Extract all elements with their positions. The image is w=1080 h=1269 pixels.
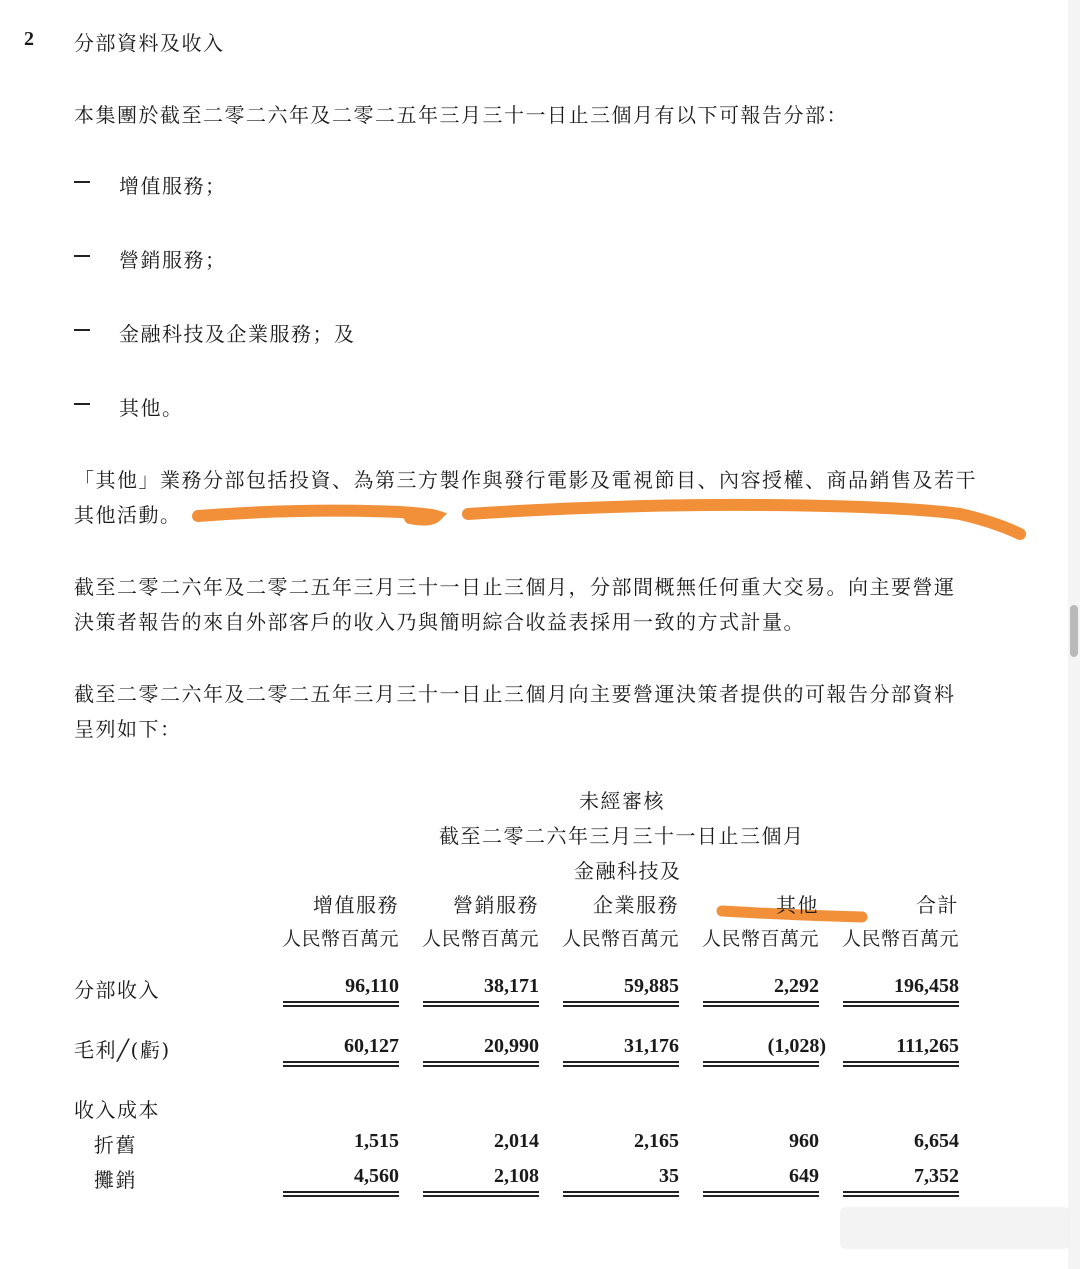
list-item: 金融科技及企業服務；及 <box>119 322 356 346</box>
unit-label: 人民幣百萬元 <box>281 928 399 950</box>
scrollbar-thumb[interactable] <box>1070 605 1078 657</box>
cell-value: 1,515 <box>354 1130 399 1152</box>
cell-value: 96,110 <box>345 975 399 997</box>
double-underline <box>703 1001 819 1007</box>
cell-value: 2,014 <box>494 1130 539 1152</box>
row-label: 攤銷 <box>94 1168 137 1192</box>
cell-value: 2,165 <box>634 1130 679 1152</box>
cell-value: 59,885 <box>624 975 679 997</box>
double-underline <box>423 1191 539 1197</box>
row-label: 收入成本 <box>74 1098 160 1122</box>
intro-paragraph: 本集團於截至二零二六年及二零二五年三月三十一日止三個月有以下可報告分部： <box>74 103 848 127</box>
column-header: 企業服務 <box>593 893 679 917</box>
cell-value: 60,127 <box>344 1035 399 1057</box>
cell-value: 2,108 <box>494 1165 539 1187</box>
cell-value: (1,028) <box>767 1035 826 1057</box>
double-underline <box>283 1061 399 1067</box>
paragraph-3-line1: 截至二零二六年及二零二五年三月三十一日止三個月向主要營運決策者提供的可報告分部資料 <box>74 682 956 706</box>
cell-value: 38,171 <box>484 975 539 997</box>
column-header: 營銷服務 <box>453 893 539 917</box>
bullet-dash <box>74 329 90 331</box>
unit-label: 人民幣百萬元 <box>421 928 539 950</box>
double-underline <box>283 1001 399 1007</box>
unit-label: 人民幣百萬元 <box>701 928 819 950</box>
paragraph-2-line2: 決策者報告的來自外部客戶的收入乃與簡明綜合收益表採用一致的方式計量。 <box>74 610 805 634</box>
others-note-line2: 其他活動。 <box>74 503 182 527</box>
paragraph-3-line2: 呈列如下： <box>74 717 182 741</box>
row-label: 毛利╱(虧) <box>74 1038 171 1062</box>
double-underline <box>423 1061 539 1067</box>
list-item: 其他。 <box>119 396 184 420</box>
column-header: 其他 <box>776 893 819 917</box>
row-label: 分部收入 <box>74 978 160 1002</box>
double-underline <box>563 1001 679 1007</box>
list-item: 增值服務； <box>119 174 227 198</box>
double-underline <box>423 1001 539 1007</box>
section-number: 2 <box>24 28 34 50</box>
section-title: 分部資料及收入 <box>74 31 225 55</box>
bullet-dash <box>74 255 90 257</box>
cell-value: 31,176 <box>624 1035 679 1057</box>
column-header: 增值服務 <box>313 893 399 917</box>
cell-value: 20,990 <box>484 1035 539 1057</box>
cell-value: 649 <box>789 1165 819 1187</box>
bullet-dash <box>74 181 90 183</box>
double-underline <box>563 1191 679 1197</box>
cell-value: 4,560 <box>354 1165 399 1187</box>
double-underline <box>843 1061 959 1067</box>
double-underline <box>843 1191 959 1197</box>
bullet-dash <box>74 403 90 405</box>
double-underline <box>283 1191 399 1197</box>
row-label: 折舊 <box>94 1133 137 1157</box>
cell-value: 7,352 <box>914 1165 959 1187</box>
cell-value: 111,265 <box>896 1035 959 1057</box>
cell-value: 960 <box>789 1130 819 1152</box>
watermark-overlay <box>840 1207 1070 1249</box>
double-underline <box>563 1061 679 1067</box>
paragraph-2-line1: 截至二零二六年及二零二五年三月三十一日止三個月，分部間概無任何重大交易。向主要營運 <box>74 575 956 599</box>
unit-label: 人民幣百萬元 <box>561 928 679 950</box>
highlight-stroke <box>468 505 1020 534</box>
list-item: 營銷服務； <box>119 248 227 272</box>
table-header-fintech-top: 金融科技及 <box>574 859 682 883</box>
double-underline <box>703 1191 819 1197</box>
column-header: 合計 <box>916 893 959 917</box>
cell-value: 196,458 <box>894 975 959 997</box>
table-header-period: 截至二零二六年三月三十一日止三個月 <box>439 824 805 848</box>
unit-label: 人民幣百萬元 <box>841 928 959 950</box>
others-note-line1: 「其他」業務分部包括投資、為第三方製作與發行電影及電視節目、內容授權、商品銷售及若干 <box>74 468 977 492</box>
double-underline <box>703 1061 819 1067</box>
double-underline <box>843 1001 959 1007</box>
cell-value: 6,654 <box>914 1130 959 1152</box>
cell-value: 2,292 <box>774 975 819 997</box>
highlight-stroke <box>198 511 436 520</box>
table-header-unaudited: 未經審核 <box>579 789 665 813</box>
cell-value: 35 <box>659 1165 679 1187</box>
